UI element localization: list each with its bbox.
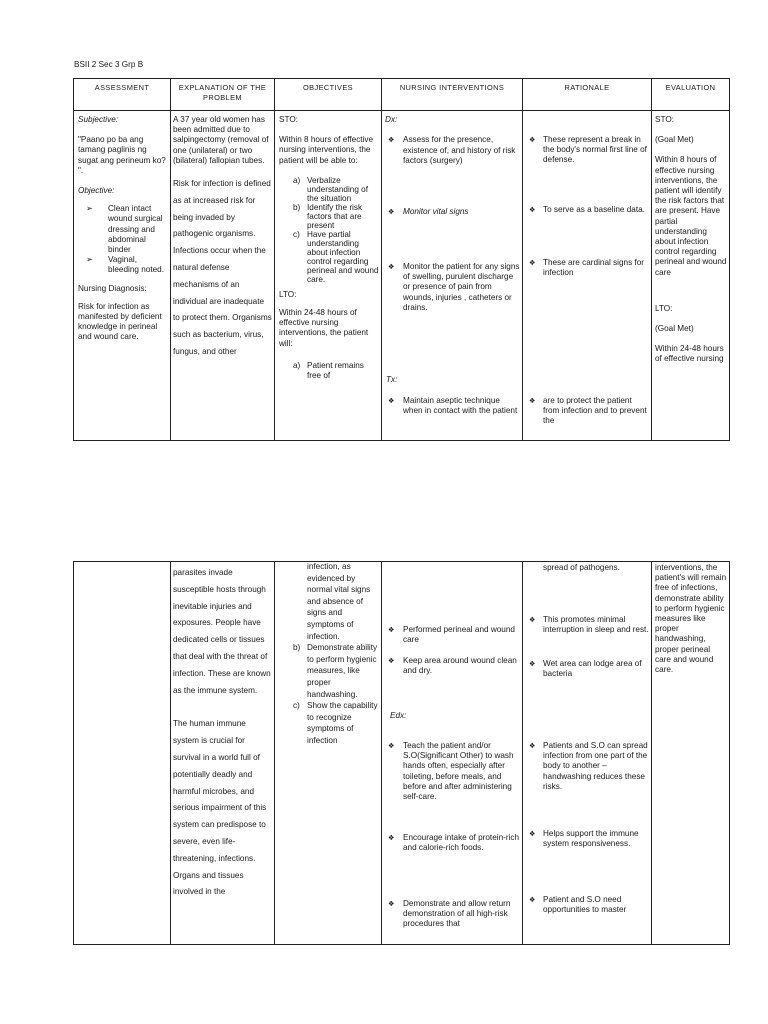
- objectives-cell: [279, 115, 379, 381]
- arrow-bullet-icon: ➢: [86, 255, 93, 265]
- subjective-label: Subjective:: [78, 115, 119, 124]
- lto-intro: Within 24-48 hours of effective nursing interventions, the patient will:: [279, 308, 369, 348]
- sto-intro: Within 8 hours of effective nursing interventions, the patient will be able to:: [279, 135, 374, 165]
- diagnosis-label: Nursing Diagnosis:: [78, 283, 147, 293]
- intervention-item: ❖ Monitor vital signs: [388, 207, 469, 216]
- table1-col-border: [729, 78, 730, 441]
- rationale-item: ❖ Patient and S.O need opportunities to master: [529, 895, 627, 915]
- evaluation-cell-cont: interventions, the patient's will remain free of infections, demonstrate ability to perform hygienic measures like proper handwashing, proper perineal care and wound care.: [655, 563, 727, 675]
- table1-col-border: [522, 78, 523, 441]
- table1-header-border: [73, 110, 730, 111]
- rationale-item: ❖ Patients and S.O can spread infection from one part of the body to another – handwashing reduces these risks.: [529, 741, 648, 791]
- header-objectives: OBJECTIVES: [303, 83, 353, 92]
- sto-item: c) Have partial understanding about infection control regarding perineal and wound care.: [293, 229, 379, 284]
- diamond-bullet-icon: ❖: [529, 829, 536, 838]
- header-interventions: NURSING INTERVENTIONS: [399, 83, 505, 92]
- explanation-paragraph: Risk for infection is defined as at increased risk for being invaded by pathogenic organisms. Infections occur when the natural defense mechanisms of an individual are inadequate to protect them. Organisms such as bacterium, virus, fungus, and other: [173, 179, 272, 356]
- explanation-paragraph: parasites invade susceptible hosts through inevitable injuries and exposures. People have dedicated cells or tissues that deal with the threat of infection. These are known as the immune system.: [173, 568, 271, 695]
- diamond-bullet-icon: ❖: [529, 895, 536, 904]
- assessment-cell: [78, 115, 166, 343]
- explanation-cell: [173, 115, 272, 361]
- explanation-paragraph: A 37 year old women has been admitted due to salpingectomy (removal of one (unilateral) or two (bilateral) fallopian tubes.: [173, 115, 269, 165]
- header-explanation: EXPLANATION OF THE PROBLEM: [178, 83, 267, 102]
- lto-label: LTO:: [279, 289, 297, 299]
- objective-item: ➢ Vaginal, bleeding noted.: [86, 255, 164, 275]
- intervention-item: ❖ Maintain aseptic technique when in contact with the patient: [388, 396, 518, 416]
- arrow-bullet-icon: ➢: [86, 204, 93, 214]
- table1-col-border: [651, 78, 652, 441]
- explanation-paragraph: The human immune system is crucial for survival in a world full of potentially deadly and harmful microbes, and serious impairment of this system can predispose to severe, even life-threatening, infections. Organs and tissues involved in the: [173, 719, 267, 897]
- diagnosis-text: Risk for infection as manifested by deficient knowledge in perineal and wound care.: [78, 301, 162, 342]
- sto-item: b) Identify the risk factors that are present: [293, 202, 363, 230]
- tx-label: Tx:: [386, 375, 398, 384]
- table2-col-border: [522, 561, 523, 945]
- diamond-bullet-icon: ❖: [388, 625, 395, 634]
- lto-item: b) Demonstrate ability to perform hygienic measures, like proper handwashing.: [293, 643, 378, 699]
- group-id: BSII 2 Sec 3 Grp B: [74, 60, 144, 69]
- objective-label: Objective:: [78, 186, 115, 196]
- table2-col-border: [651, 561, 652, 945]
- table1-col-border: [381, 78, 382, 441]
- diamond-bullet-icon: ❖: [388, 741, 395, 750]
- diamond-bullet-icon: ❖: [529, 615, 536, 624]
- intervention-item: ❖ Assess for the presence, existence of, and history of risk factors (surgery): [388, 135, 516, 165]
- table2-col-border: [729, 561, 730, 945]
- intervention-item: ❖ Performed perineal and wound care: [388, 625, 515, 645]
- objective-item: ➢ Clean intact wound surgical dressing and abdominal binder: [86, 204, 163, 255]
- table1-top-border: [73, 78, 730, 79]
- table1-bottom-border: [73, 440, 730, 441]
- table2-col-border: [73, 561, 74, 945]
- eval-sto-label: STO:: [655, 115, 674, 124]
- table2-col-border: [274, 561, 275, 945]
- eval-sto-text: Within 8 hours of effective nursing interventions, the patient will identify the risk factors that are present. Have partial understanding about infection control regarding perineal and wound care: [655, 155, 727, 277]
- table1-col-border: [73, 78, 74, 441]
- evaluation-cell: [655, 115, 728, 365]
- table2-col-border: [381, 561, 382, 945]
- diamond-bullet-icon: ❖: [388, 135, 395, 144]
- table1-col-border: [274, 78, 275, 441]
- sto-item: a) Verbalize understanding of the situation: [293, 175, 368, 203]
- subjective-text: "Paano po ba ang tamang paglinis ng sugat ang perineum ko? ".: [78, 135, 166, 175]
- intervention-item: ❖ Monitor the patient for any signs of swelling, purulent discharge or presence of pain from wounds, injuries , catheters or drains.: [388, 262, 520, 312]
- lto-item: c) Show the capability to recognize symptoms of infection: [293, 701, 378, 745]
- intervention-item: ❖ Encourage intake of protein-rich and calorie-rich foods.: [388, 833, 520, 853]
- diamond-bullet-icon: ❖: [529, 659, 536, 668]
- rationale-item: ❖ are to protect the patient from infection and to prevent the: [529, 396, 647, 426]
- diamond-bullet-icon: ❖: [529, 205, 536, 214]
- dx-label: Dx:: [385, 115, 398, 124]
- intervention-item: ❖ Demonstrate and allow return demonstration of all high-risk procedures that: [388, 899, 511, 929]
- sto-label: STO:: [279, 115, 298, 124]
- header-rationale: RATIONALE: [564, 83, 610, 92]
- eval-lto-met: (Goal Met): [655, 324, 694, 334]
- intervention-item: ❖ Keep area around wound clean and dry.: [388, 656, 517, 676]
- diamond-bullet-icon: ❖: [388, 207, 395, 216]
- explanation-cell-cont: [173, 565, 272, 901]
- lto-item-cont: infection, as evidenced by normal vital signs and absence of signs and symptoms of infection.: [307, 562, 371, 641]
- table2-col-border: [170, 561, 171, 945]
- diamond-bullet-icon: ❖: [529, 258, 536, 267]
- edx-label: Edx:: [390, 711, 407, 720]
- header-assessment: ASSESSMENT: [94, 83, 150, 92]
- eval-lto-text: Within 24-48 hours of effective nursing: [655, 344, 724, 364]
- intervention-item: ❖ Teach the patient and/or S.O(Significant Other) to wash hands often, especially after toileting, before meals, and before and after administering self-care.: [388, 741, 514, 802]
- lto-item: a) Patient remains free of: [293, 360, 364, 381]
- rationale-item: ❖ This promotes minimal interruption in sleep and rest.: [529, 615, 649, 635]
- table2-bottom-border: [73, 944, 730, 945]
- diamond-bullet-icon: ❖: [388, 833, 395, 842]
- objectives-cell-cont: [279, 561, 379, 747]
- header-evaluation: EVALUATION: [665, 83, 716, 92]
- diamond-bullet-icon: ❖: [388, 899, 395, 908]
- diamond-bullet-icon: ❖: [388, 396, 395, 405]
- eval-lto-label: LTO:: [655, 303, 673, 313]
- table2-top-border: [73, 561, 730, 562]
- eval-sto-met: (Goal Met): [655, 135, 694, 145]
- rationale-item: ❖ Wet area can lodge area of bacteria: [529, 659, 642, 679]
- rationale-item: ❖ These are cardinal signs for infection: [529, 258, 645, 278]
- diamond-bullet-icon: ❖: [388, 656, 395, 665]
- diamond-bullet-icon: ❖: [529, 396, 536, 405]
- rationale-item: ❖ To serve as a baseline data.: [529, 205, 645, 214]
- diamond-bullet-icon: ❖: [388, 262, 395, 271]
- rationale-cont: spread of pathogens.: [543, 563, 620, 572]
- diamond-bullet-icon: ❖: [529, 741, 536, 750]
- rationale-item: ❖ These represent a break in the body's normal first line of defense.: [529, 135, 647, 165]
- diamond-bullet-icon: ❖: [529, 135, 536, 144]
- rationale-item: ❖ Helps support the immune system responsiveness.: [529, 829, 639, 849]
- table1-col-border: [170, 78, 171, 441]
